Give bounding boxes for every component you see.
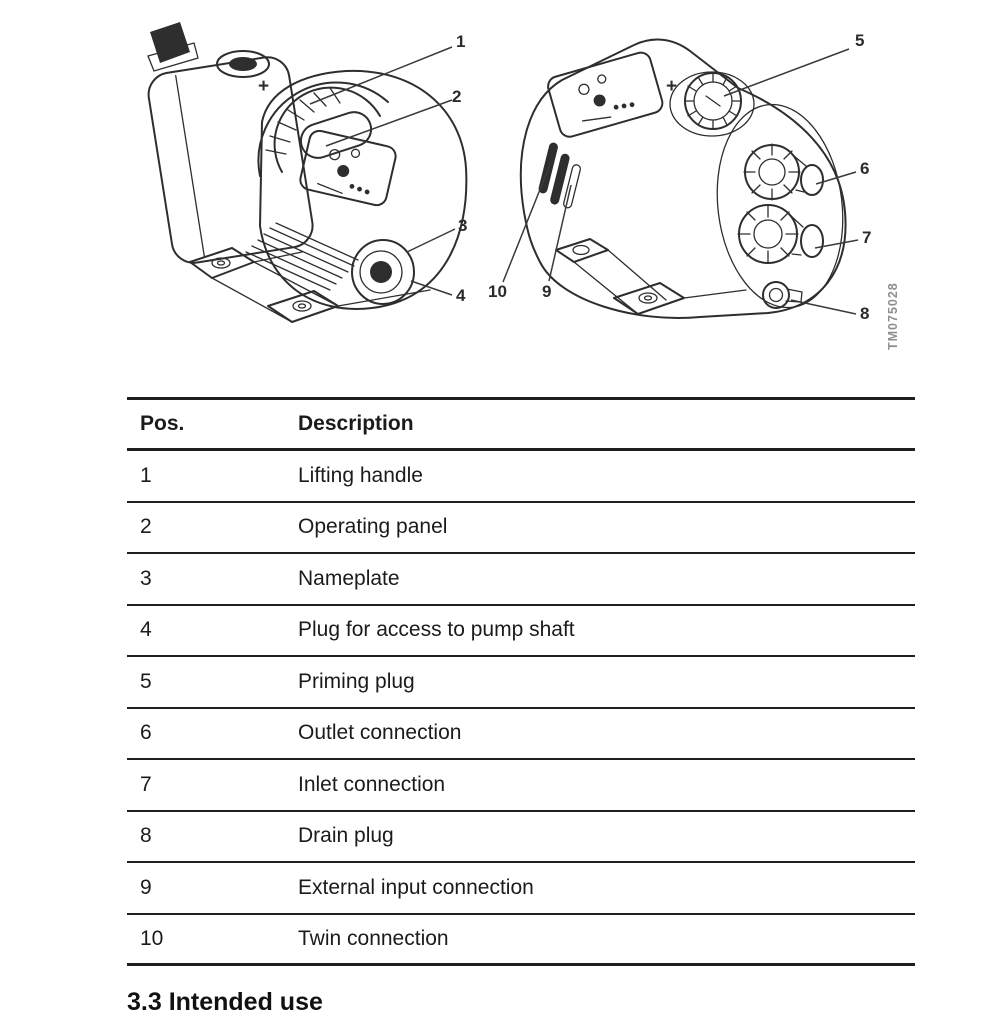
row-desc: Nameplate	[298, 566, 400, 590]
row-desc: Twin connection	[298, 926, 449, 950]
figure-image-code: TM075028	[886, 282, 900, 350]
callout-8: 8	[860, 304, 870, 323]
table-row	[127, 915, 915, 967]
callout-line-10	[503, 162, 551, 282]
table-row	[127, 760, 915, 812]
base-plate	[190, 248, 430, 322]
row-pos: 10	[140, 926, 164, 950]
base-plate-rear	[556, 239, 746, 314]
table-row	[127, 812, 915, 864]
operating-panel-front	[298, 129, 397, 207]
parts-table	[127, 397, 915, 966]
row-pos: 3	[140, 566, 152, 590]
row-pos: 8	[140, 824, 152, 848]
callout-6: 6	[860, 159, 870, 178]
callout-line-2	[326, 100, 452, 146]
table-row	[127, 657, 915, 709]
callout-4: 4	[456, 286, 466, 305]
plus-mark-front: +	[258, 76, 270, 97]
pump-drawings-svg	[0, 0, 1000, 372]
shaft-access-plug	[352, 240, 414, 304]
plus-mark-rear: +	[666, 76, 678, 97]
lifting-handle	[258, 83, 388, 176]
table-row	[127, 451, 915, 503]
side-connection-slots	[536, 142, 585, 209]
next-section-heading: 3.3 Intended use	[127, 988, 323, 1016]
table-row	[127, 863, 915, 915]
callout-5: 5	[855, 31, 865, 50]
header-pos: Pos.	[140, 412, 185, 435]
operating-panel-rear	[546, 50, 665, 139]
callout-line-7	[815, 240, 858, 248]
priming-plug-knob	[670, 72, 754, 136]
row-desc: Priming plug	[298, 669, 415, 693]
table-row	[127, 503, 915, 555]
row-pos: 4	[140, 618, 152, 642]
callout-line-8	[791, 300, 856, 314]
row-desc: Plug for access to pump shaft	[298, 618, 575, 642]
table-row	[127, 606, 915, 658]
drain-plug	[763, 282, 802, 308]
table-header-row	[127, 400, 915, 451]
row-pos: 5	[140, 669, 152, 693]
row-desc: Outlet connection	[298, 721, 462, 745]
row-desc: Inlet connection	[298, 772, 446, 796]
table-row	[127, 554, 915, 606]
header-description: Description	[298, 412, 414, 435]
callout-leader-lines	[310, 47, 858, 314]
louver-grille	[246, 223, 358, 290]
callout-3: 3	[458, 216, 468, 235]
callout-1: 1	[456, 32, 466, 51]
row-desc: Drain plug	[298, 824, 394, 848]
outlet-connection	[744, 144, 823, 200]
row-pos: 1	[140, 463, 152, 487]
row-desc: Operating panel	[298, 515, 448, 539]
inlet-connection	[738, 205, 823, 263]
callout-2: 2	[452, 87, 462, 106]
row-pos: 2	[140, 515, 152, 539]
callout-10: 10	[488, 282, 507, 301]
row-pos: 9	[140, 875, 152, 899]
pump-front-view-drawing	[145, 22, 466, 322]
cable-gland-stub	[148, 22, 198, 71]
table-row	[127, 709, 915, 761]
callout-line-5	[724, 49, 849, 96]
product-views-figure	[0, 0, 1000, 372]
callout-9: 9	[542, 282, 552, 301]
row-desc: External input connection	[298, 875, 534, 899]
callout-7: 7	[862, 228, 872, 247]
callout-line-3	[407, 229, 455, 252]
row-desc: Lifting handle	[298, 463, 423, 487]
row-pos: 7	[140, 772, 152, 796]
pump-rear-view-drawing	[521, 40, 854, 318]
row-pos: 6	[140, 721, 152, 745]
